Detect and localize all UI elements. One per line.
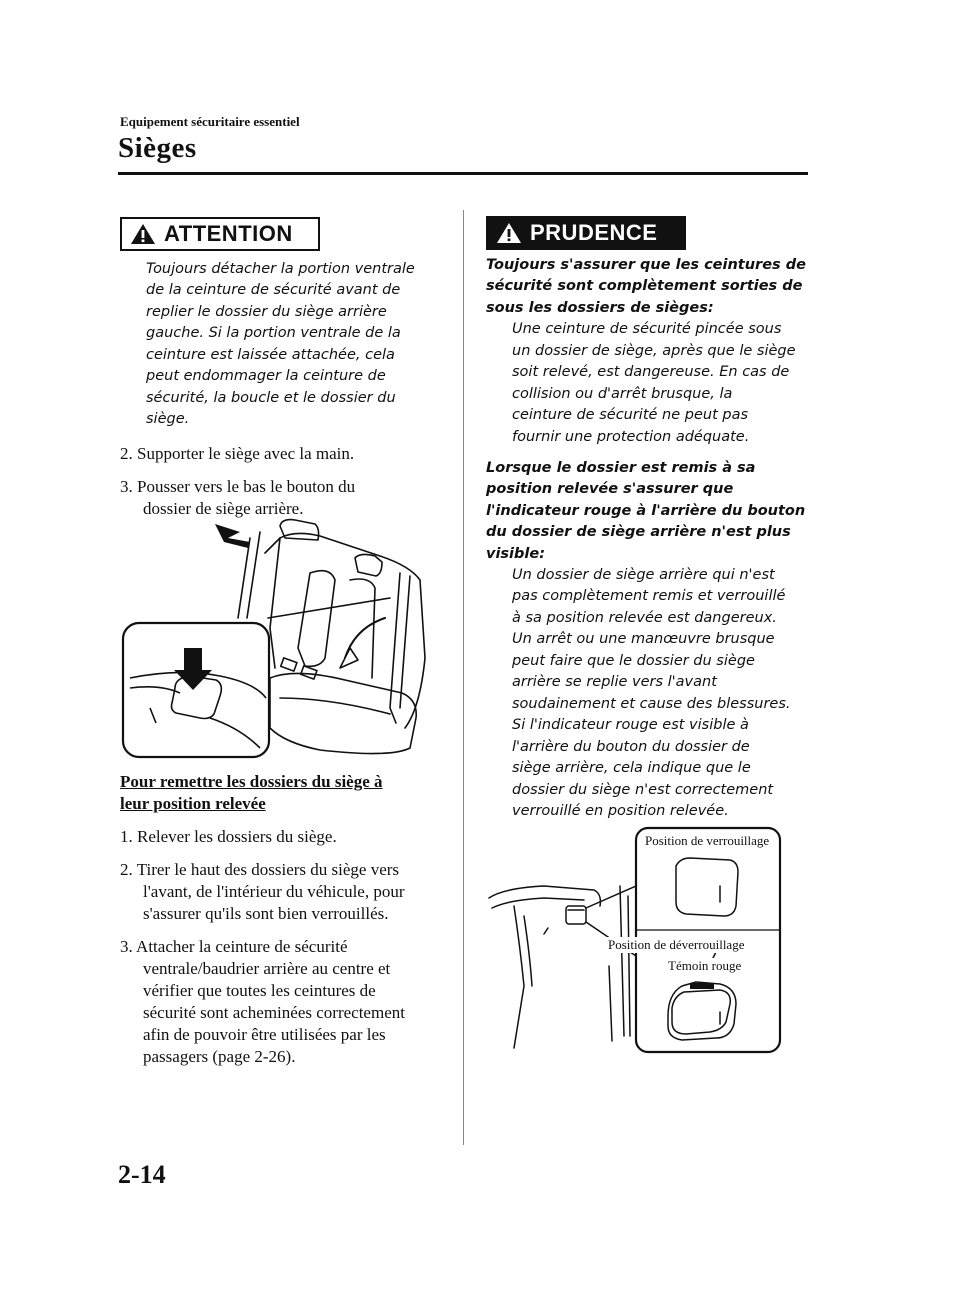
prudence-warning2-body: pas complètement remis et verrouillé bbox=[512, 588, 786, 604]
attention-line: sécurité, la boucle et le dossier du bbox=[146, 390, 396, 406]
step-attach-belt-cont: vérifier que toutes les ceintures de bbox=[143, 981, 376, 1000]
prudence-warning1-body: collision ou d'arrêt brusque, la bbox=[512, 386, 733, 402]
attention-line: gauche. Si la portion ventrale de la bbox=[146, 325, 401, 341]
step-pull-seatbacks-cont: l'avant, de l'intérieur du véhicule, pour bbox=[143, 882, 405, 901]
prudence-warning2-body: verrouillé en position relevée. bbox=[512, 803, 729, 819]
step-pull-seatbacks: 2. Tirer le haut des dossiers du siège vers bbox=[120, 860, 400, 879]
step-attach-belt-cont: passagers (page 2-26). bbox=[143, 1047, 296, 1066]
prudence-warning2-body: Un dossier de siège arrière qui n'est bbox=[512, 567, 775, 583]
step-pull-seatbacks-cont: s'assurer qu'ils sont bien verrouillés. bbox=[143, 904, 389, 923]
prudence-warning2-body: soudainement et cause des blessures. bbox=[512, 696, 791, 712]
attention-line: replier le dossier du siège arrière bbox=[146, 304, 387, 320]
seat-cushion bbox=[270, 673, 416, 753]
section-label: Equipement sécuritaire essentiel bbox=[120, 114, 300, 129]
title-rule bbox=[118, 172, 808, 175]
prudence-warning2-body: l'arrière du bouton du dossier de bbox=[512, 739, 750, 755]
attention-label: ATTENTION bbox=[164, 221, 293, 246]
prudence-warning2-heading: l'indicateur rouge à l'arrière du bouton bbox=[486, 503, 806, 519]
attention-badge bbox=[120, 217, 320, 251]
prudence-warning2-body: Si l'indicateur rouge est visible à bbox=[512, 717, 749, 733]
prudence-warning2-body: arrière se replie vers l'avant bbox=[512, 674, 717, 690]
prudence-label: PRUDENCE bbox=[530, 220, 658, 245]
prudence-warning2-body: Un arrêt ou une manœuvre brusque bbox=[512, 631, 775, 647]
return-section-heading: Pour remettre les dossiers du siège à bbox=[120, 772, 383, 791]
prudence-warning1-heading: Toujours s'assurer que les ceintures de bbox=[486, 257, 806, 273]
warning-triangle-icon bbox=[496, 222, 522, 244]
prudence-warning1-heading: sécurité sont complètement sorties de bbox=[486, 278, 803, 294]
prudence-warning1-body: fournir une protection adéquate. bbox=[512, 429, 750, 445]
step-attach-belt-cont: afin de pouvoir être utilisées par les bbox=[143, 1025, 386, 1044]
prudence-warning1-body: Une ceinture de sécurité pincée sous bbox=[512, 321, 782, 337]
prudence-warning2-heading: position relevée s'assurer que bbox=[486, 481, 734, 497]
locked-button bbox=[676, 858, 738, 916]
prudence-warning2-heading: du dossier de siège arrière n'est plus bbox=[486, 524, 791, 540]
step-push-button-cont: dossier de siège arrière. bbox=[143, 499, 304, 518]
step-raise-seatbacks: 1. Relever les dossiers du siège. bbox=[120, 827, 337, 846]
seat-button-small bbox=[566, 906, 586, 924]
headrest-left bbox=[280, 520, 319, 540]
step-attach-belt-cont: sécurité sont acheminées correctement bbox=[143, 1003, 405, 1022]
step-attach-belt-cont: ventrale/baudrier arrière au centre et bbox=[143, 959, 391, 978]
prudence-warning2-body: à sa position relevée est dangereux. bbox=[512, 610, 777, 626]
attention-line: Toujours détacher la portion ventrale bbox=[146, 261, 415, 277]
locked-position-label: Position de verrouillage bbox=[645, 833, 770, 848]
red-indicator bbox=[690, 983, 714, 989]
attention-line: ceinture est laissée attachée, cela bbox=[146, 347, 395, 363]
return-section-heading-cont: leur position relevée bbox=[120, 794, 266, 813]
page-number: 2-14 bbox=[118, 1160, 166, 1189]
prudence-warning1-heading: sous les dossiers de sièges: bbox=[486, 300, 714, 316]
prudence-warning2-body: siège arrière, cela indique que le bbox=[512, 760, 751, 776]
prudence-warning1-body: ceinture de sécurité ne peut pas bbox=[512, 407, 749, 423]
attention-line: peut endommager la ceinture de bbox=[146, 368, 386, 384]
step-attach-belt: 3. Attacher la ceinture de sécurité bbox=[120, 937, 348, 956]
step-support-seat: 2. Supporter le siège avec la main. bbox=[120, 444, 355, 463]
step-push-button: 3. Pousser vers le bas le bouton du bbox=[120, 477, 356, 496]
headrest-right bbox=[355, 554, 382, 576]
rear-seat-illustration bbox=[120, 518, 440, 763]
prudence-warning2-heading: visible: bbox=[486, 546, 546, 562]
attention-line: de la ceinture de sécurité avant de bbox=[146, 282, 401, 298]
unlocked-position-label: Position de déverrouillage bbox=[608, 937, 745, 952]
column-divider bbox=[463, 210, 464, 1145]
seat-back-edge bbox=[514, 906, 524, 1048]
prudence-warning2-heading: Lorsque le dossier est remis à sa bbox=[486, 460, 756, 476]
pointer-arrow-icon bbox=[215, 524, 250, 550]
page-title: Sièges bbox=[118, 132, 197, 164]
warning-triangle-icon bbox=[130, 223, 156, 245]
prudence-warning1-body: un dossier de siège, après que le siège bbox=[512, 343, 796, 359]
prudence-warning2-body: peut faire que le dossier du siège bbox=[512, 653, 755, 669]
red-indicator-label: Témoin rouge bbox=[668, 958, 742, 973]
prudence-badge bbox=[486, 216, 686, 250]
prudence-warning2-body: dossier du siège n'est correctement bbox=[512, 782, 774, 798]
prudence-warning1-body: soit relevé, est dangereuse. En cas de bbox=[512, 364, 790, 380]
attention-line: siège. bbox=[146, 411, 190, 427]
